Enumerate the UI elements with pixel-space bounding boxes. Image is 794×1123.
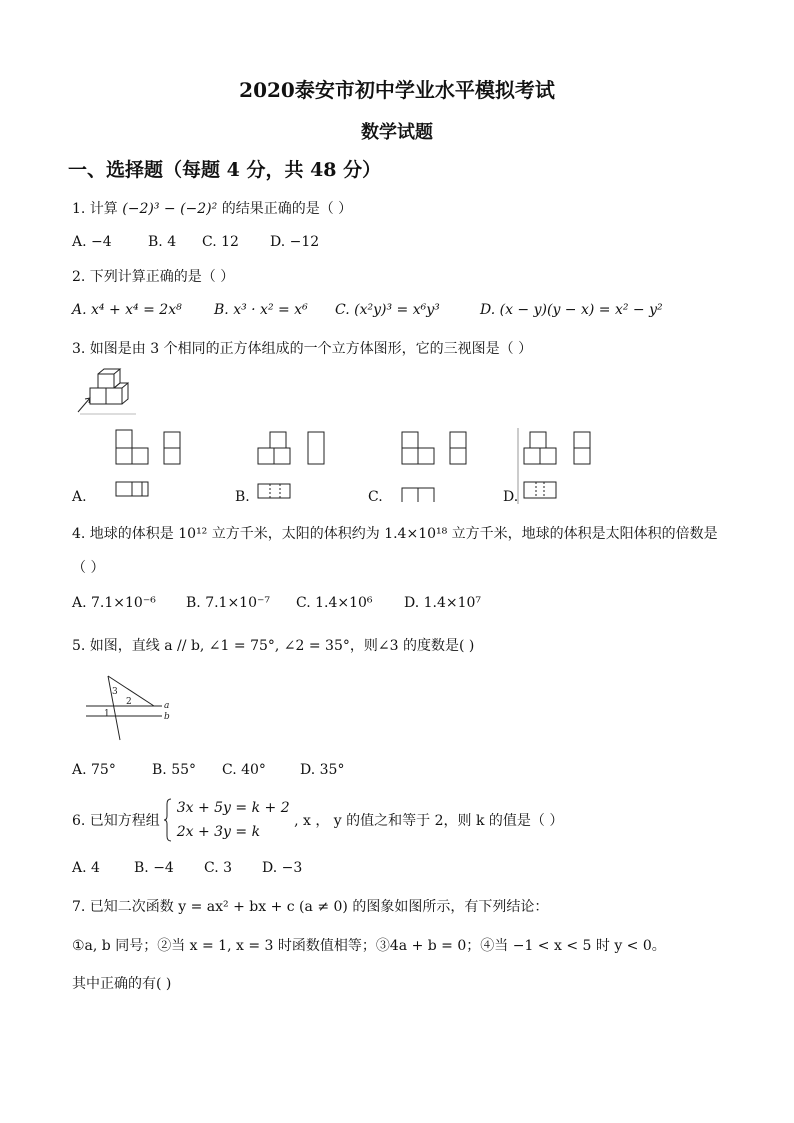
equation-2: 2x + 3y = k (176, 824, 261, 840)
q1-expression: (−2)³ − (−2)² (122, 201, 218, 217)
q3-option-a-views (112, 430, 182, 500)
q2-option-b: B. x³ · x² = x⁶ (214, 302, 308, 318)
q4-option-d: D. 1.4×10⁷ (404, 595, 482, 611)
q5-option-a: A. 75° (72, 762, 116, 778)
q6-stem-pre: 6. 已知方程组 (72, 813, 160, 829)
q3-stem: 3. 如图是由 3 个相同的正方体组成的一个立方体图形，它的三视图是（ ） (72, 341, 533, 357)
q7-conclusions: ①a, b 同号；②当 x = 1, x = 3 时函数值相等；③4a + b = 0；④当 −1 < x < 5 时 y < 0。 (72, 938, 666, 954)
q6-stem-post: , x ， y 的值之和等于 2，则 k 的值是（ ） (294, 813, 564, 829)
q3-label-b: B. (235, 489, 250, 505)
exam-title: 2020泰安市初中学业水平模拟考试 (239, 78, 555, 102)
q1-stem (72, 198, 352, 218)
q5-option-b: B. 55° (152, 762, 197, 778)
q4-stem: 4. 地球的体积是 10¹² 立方千米，太阳的体积约为 1.4×10¹⁸ 立方千米，地球的体积是太阳体积的倍数是 (72, 526, 718, 542)
q1-option-a: A. −4 (72, 234, 112, 250)
q4-option-b: B. 7.1×10⁻⁷ (186, 595, 270, 611)
q4-option-a: A. 7.1×10⁻⁶ (72, 595, 156, 611)
parallel-lines-figure (86, 670, 176, 742)
q2-option-c: C. (x²y)³ = x⁶y³ (335, 302, 440, 318)
q5-stem: 5. 如图，直线 a // b, ∠1 = 75°, ∠2 = 35°，则∠3 的度数是( ) (72, 638, 475, 654)
q2-option-a: A. x⁴ + x⁴ = 2x⁸ (72, 302, 182, 318)
line-a-label: a (164, 701, 170, 711)
q6-option-b: B. −4 (134, 860, 174, 876)
q2-option-d: D. (x − y)(y − x) = x² − y² (480, 302, 663, 318)
q5-option-c: C. 40° (222, 762, 266, 778)
q3-label-d: D. (503, 489, 519, 505)
q7-stem: 7. 已知二次函数 y = ax² + bx + c (a ≠ 0) 的图象如图所示，有下列结论： (72, 899, 549, 915)
angle-1-label: 1 (104, 709, 110, 719)
cube-stack-figure (76, 368, 156, 418)
q7-ask: 其中正确的有( ) (72, 976, 172, 992)
angle-2-label: 2 (126, 697, 132, 707)
q1-stem-post: 的结果正确的是（ ） (221, 201, 353, 217)
q1-option-d: D. −12 (270, 234, 320, 250)
q1-stem-pre: 1. 计算 (72, 201, 118, 217)
q2-stem: 2. 下列计算正确的是（ ） (72, 269, 235, 285)
q4-stem-paren: （ ） (72, 560, 105, 576)
equation-system (177, 796, 290, 844)
angle-3-label: 3 (112, 687, 118, 697)
q6-stem (72, 796, 563, 846)
q3-option-d-views (518, 428, 598, 504)
q6-option-d: D. −3 (262, 860, 303, 876)
q4-option-c: C. 1.4×10⁶ (296, 595, 373, 611)
q1-option-c: C. 12 (202, 234, 239, 250)
q1-option-b: B. 4 (148, 234, 177, 250)
q3-label-c: C. (368, 489, 383, 505)
q3-label-a: A. (72, 489, 87, 505)
system-brace (164, 798, 172, 842)
section-heading: 一、选择题（每题 4 分，共 48 分） (68, 159, 382, 181)
exam-subtitle: 数学试题 (361, 122, 433, 143)
q5-option-d: D. 35° (300, 762, 345, 778)
q3-option-b-views (258, 432, 328, 502)
q6-option-a: A. 4 (72, 860, 100, 876)
q6-option-c: C. 3 (204, 860, 233, 876)
q3-option-c-views (400, 432, 470, 502)
equation-1: 3x + 5y = k + 2 (176, 800, 290, 816)
line-b-label: b (164, 712, 170, 722)
